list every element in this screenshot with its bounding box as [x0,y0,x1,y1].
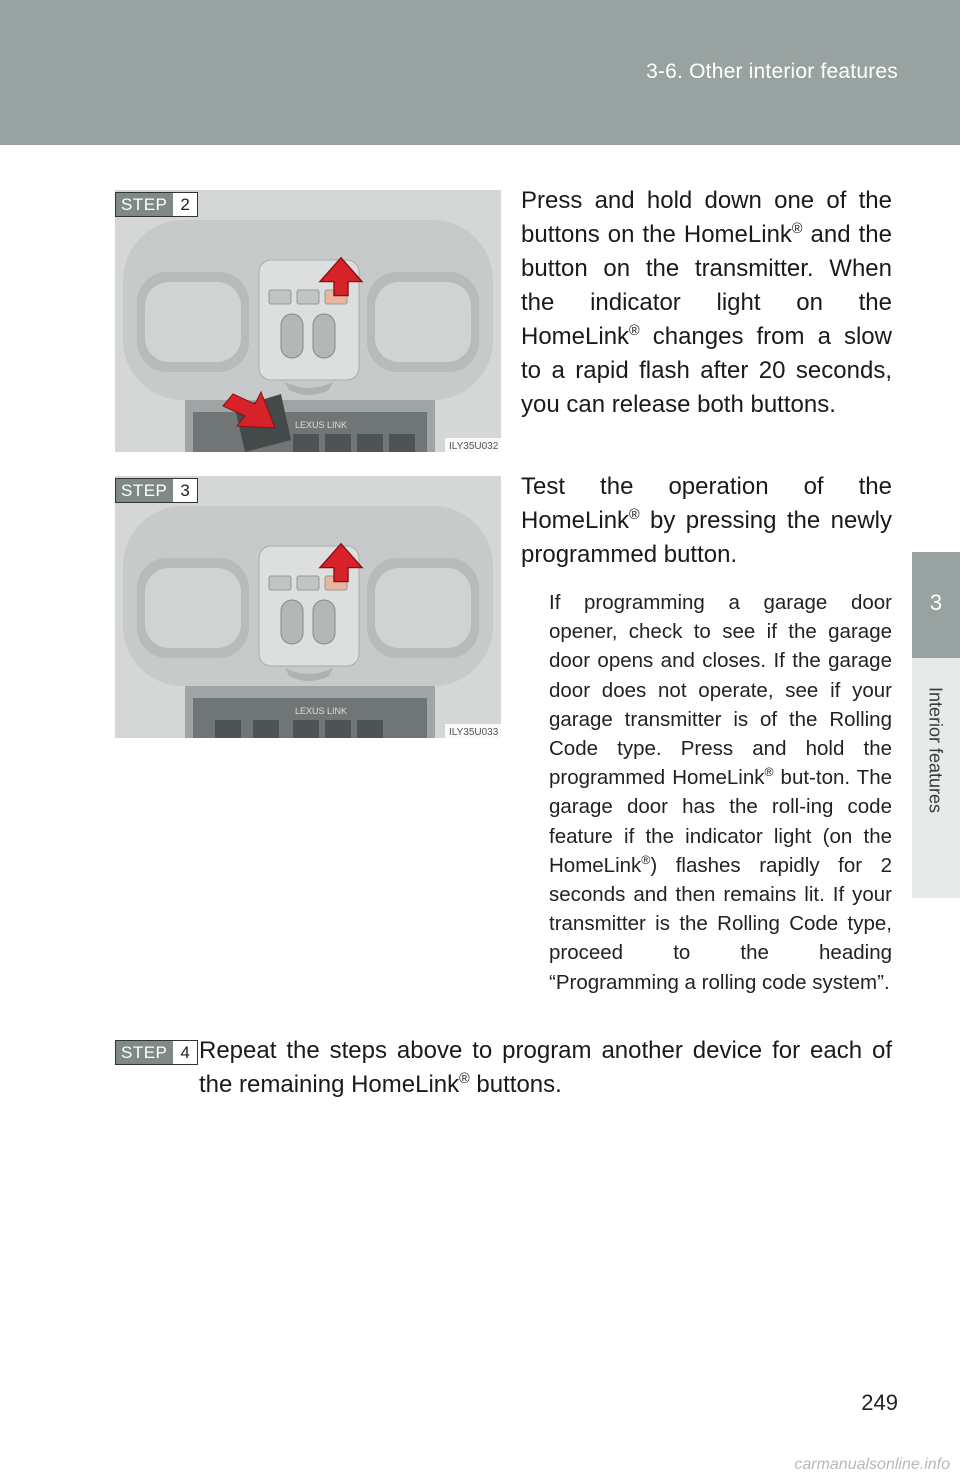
step-badge-2 [115,192,198,217]
step2-text: Press and hold down one of the buttons on the HomeLink® and the button on the transmitter. When the indicator light on the HomeLink® changes from a slow to a rapid flash after 20 seconds, you can release both buttons. [521,187,892,418]
chapter-label: Interior features [925,686,946,814]
step-number: 4 [180,1043,190,1062]
step-label: STEP [116,1041,173,1064]
step-label: STEP [116,479,173,502]
step3-photo [115,476,501,738]
step3-note: If programming a garage door opener, check to see if the garage door opens and closes. If the garage door does not operate, see if your garage transmitter is of the Rolling Code type. Press and hold the programmed HomeLink® but-ton. The garage door has the roll-ing code feature if the indicator light (on the HomeLink®) flashes rapidly for 2 seconds and then remains lit. If your transmitter is the Rolling Code type, proceed to the heading “Programming a rolling code system”. [549,591,892,994]
page-header [0,0,960,145]
step-label: STEP [116,193,173,216]
step4-text: Repeat the steps above to program another device for each of the remaining HomeLink® buttons. [199,1037,892,1098]
step-badge-3 [115,478,198,503]
step-number: 2 [180,195,190,214]
chapter-number: 3 [929,590,943,615]
watermark: carmanualsonline.info [794,1456,950,1473]
overhead-console-illustration [115,476,501,738]
image-code: ILY35U032 [449,441,499,452]
chapter-tab[interactable] [912,552,960,658]
section-title: 3-6. Other interior features [646,60,898,83]
step2-photo [115,190,501,452]
image-code: ILY35U033 [449,727,499,738]
step-badge-4 [115,1040,198,1065]
step3-text: Test the operation of the HomeLink® by pressing the newly programmed button. [521,473,892,568]
panel-label: LEXUS LINK [295,706,348,716]
page-number: 249 [861,1390,898,1415]
overhead-console-illustration [115,190,501,452]
step-number: 3 [180,481,190,500]
panel-label: LEXUS LINK [295,420,348,430]
